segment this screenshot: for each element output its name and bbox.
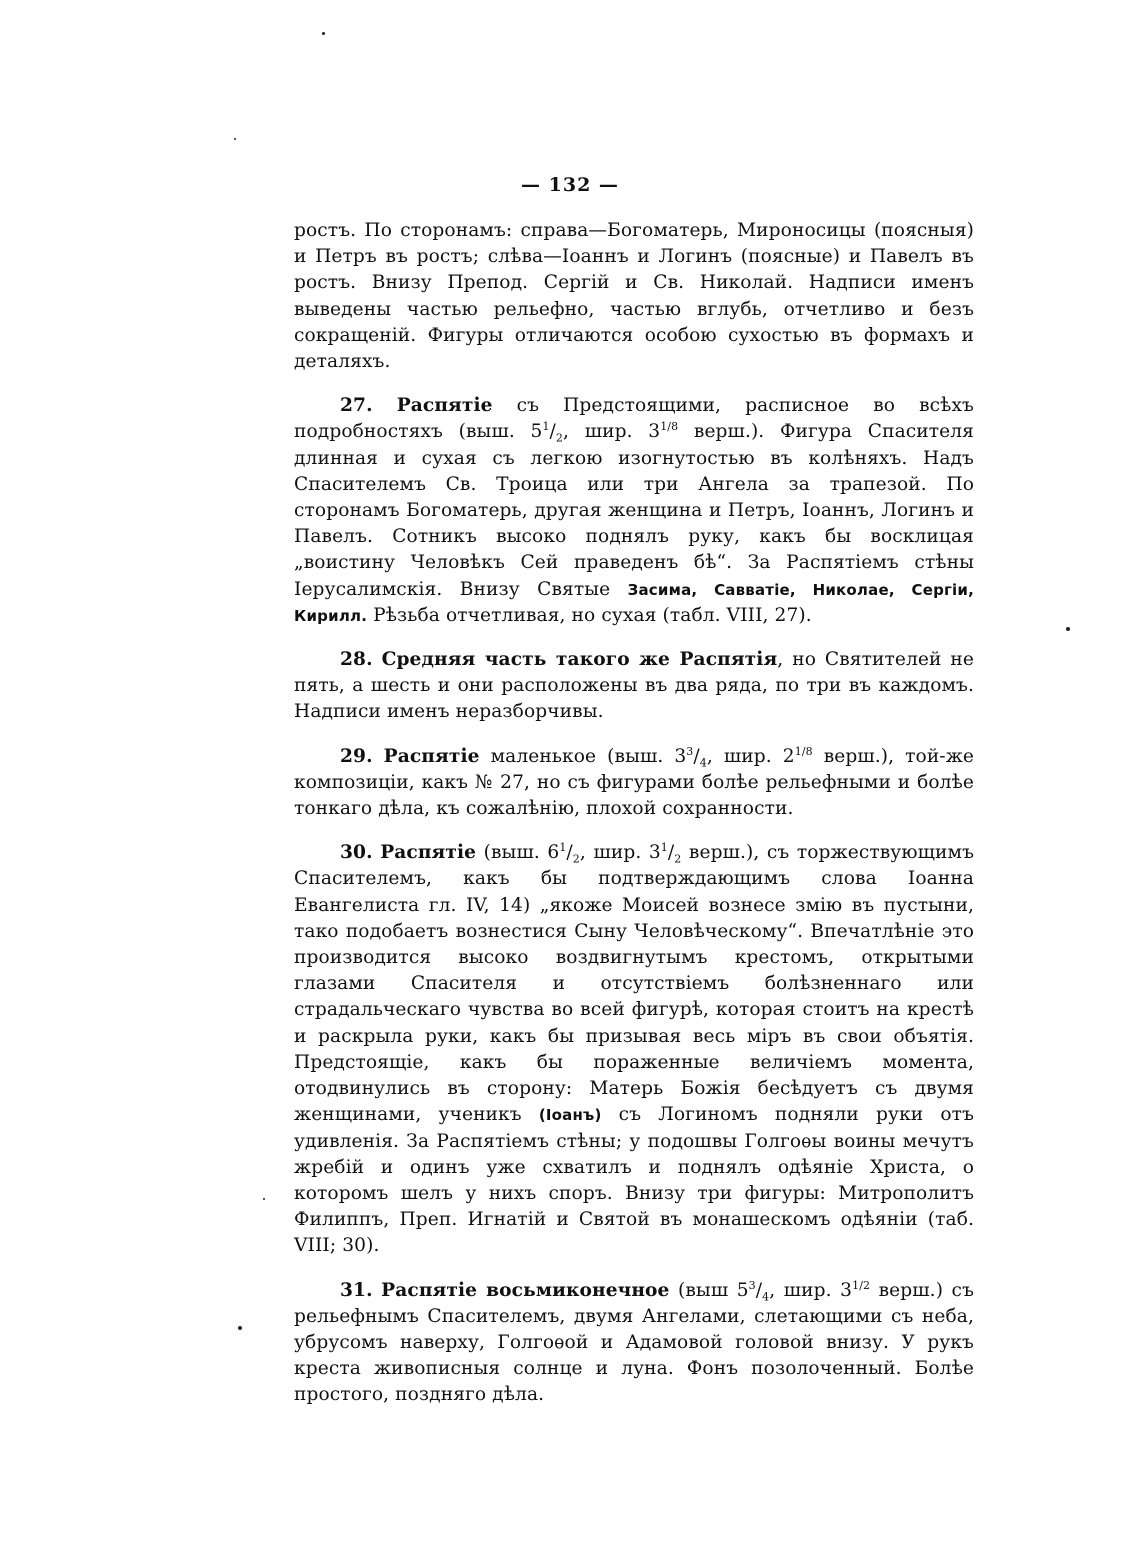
catalog-entry-28 [294,647,974,726]
scan-speck [234,138,236,140]
fraction-denominator: 4 [699,756,707,770]
entry-text: съ Предстоящими, расписное во всѣхъ подробностяхъ (выш. 5 [294,395,974,443]
entry-number: 31. [340,1279,373,1301]
fraction: 1/8 [794,744,813,758]
catalog-entry-31: 31. Распятіе восьмиконечное (выш $5^3/_4$, шир. $3^{1/2}$ верш.) съ рельефнымъ Спасителемъ, двумя Ангелами, слетающими съ неба, убрусомъ наверху, Голгоѳой и Адамовой головой внизу. У рукъ креста живописныя солнце и луна. Фонъ позолоченный. Болѣе простого, поздняго дѣла. [294,1278,974,1406]
entry-number: 30. [340,842,373,864]
fraction-numerator: 1 [542,420,550,434]
fraction: 1/2 [852,1278,871,1292]
entry-text: Рѣзьба отчетливая, но сухая (табл. VIII, 27). [367,604,812,626]
fraction-denominator: 4 [762,1290,770,1304]
entry-text: (выш 5 [669,1279,749,1301]
entry-title: Средняя часть такого же Распятія [381,649,778,671]
fraction-numerator: 3 [748,1278,756,1292]
entry-number: 27. [340,395,373,417]
entry-number: 28. [340,649,373,671]
fraction-numerator: 1 [559,841,567,855]
entry-title: Распятіе [383,745,480,767]
entry-text: верш.) съ рельефнымъ Спасителемъ, двумя Ангелами, слетающими съ неба, убрусомъ наверху, Голгоѳой и Адамовой головой внизу. У рукъ креста живописныя солнце и луна. Фонъ позолоченный. Болѣе простого, поздняго дѣла. [294,1279,974,1406]
entry-text: , шир. 3 [563,421,661,443]
entry-text: верш.), той-же композиціи, какъ № 27, но съ фигурами болѣе рельефными и болѣе тонкаго дѣла, къ сожалѣнію, плохой сохранности. [294,745,974,820]
fraction-denominator: 2 [572,852,580,866]
entry-title: Распятіе восьмиконечное [381,1279,670,1301]
catalog-entry-29: 29. Распятіе маленькое (выш. $3^3/_4$, шир. $2^{1/8}$ верш.), той-же композиціи, какъ № 27, но съ фигурами болѣе рельефными и болѣе тонкаго дѣла, къ сожалѣнію, плохой сохранности. [294,744,974,820]
fraction-denominator: 2 [674,852,682,866]
slavonic-inscription: Засима, Савватіе, Николае, Сергіи, Кирилл. [294,580,974,625]
entry-text: , шир. 3 [769,1279,853,1301]
fraction-numerator: 1 [660,841,668,855]
catalog-entry-27: 27. Распятіе съ Предстоящими, расписное во всѣхъ подробностяхъ (выш. $5^1/_2$, шир. $3^{1/8}$ верш.). Фигура Спасителя длинная и сухая съ легкою изогнутостью въ колѣняхъ. Надъ Спасителемъ Св. Троица или три Ангела за трапезой. По сторонамъ Богоматерь, другая женщина и Петръ, Іоаннъ, Логинъ и Павелъ. Сотникъ высоко поднялъ руку, какъ бы восклицая „воистину Человѣкъ Сей праведенъ бѣ“. За Распятіемъ стѣны Іерусалимскія. Внизу Святые Засима, Савватіе, Николае, Сергіи, Кирилл. Рѣзьба отчетливая, но сухая (табл. VIII, 27). [294,395,974,626]
entry-text: , но Святителей не пять, а шесть и они расположены въ два ряда, по три въ каждомъ. Надписи именъ неразборчивы. [294,649,974,723]
entry-text: верш.). Фигура Спасителя длинная и сухая съ легкою изогнутостью въ колѣняхъ. Надъ Спасителемъ Св. Троица или три Ангела за трапезой. По сторонамъ Богоматерь, другая женщина и Петръ, Іоаннъ, Логинъ и Павелъ. Сотникъ высоко поднялъ руку, какъ бы восклицая „воистину Человѣкъ Сей праведенъ бѣ“. За Распятіемъ стѣны Іерусалимскія. Внизу Святые [294,421,974,600]
entry-text: (выш. 6 [476,842,560,864]
slavonic-inscription: (Іоанъ) [538,1106,602,1125]
fraction-numerator: 3 [686,744,694,758]
fraction-denominator: 2 [555,432,564,446]
entry-title: Распятіе [396,395,493,417]
entry-number: 29. [340,745,373,767]
entry-text: съ Логиномъ подняли руки отъ удивленія. За Распятіемъ стѣны; у подошвы Голгоѳы воины мечутъ жребій и одинъ уже схватилъ и поднялъ одѣяніе Христа, о которомъ шелъ у нихъ споръ. Внизу три фигуры: Митрополитъ Филиппъ, Преп. Игнатій и Святой въ монашескомъ одѣяніи (таб. VIII; 30). [294,1104,974,1257]
scan-speck [238,1326,242,1330]
catalog-entry-30: 30. Распятіе (выш. $6^1/_2$, шир. $3^1/_2$ верш.), съ торжествующимъ Спасителемъ, какъ бы подтверждающимъ слова Іоанна Евангелиста гл. IV, 14) „якоже Моисей вознесе змію въ пустыни, тако подобаетъ вознестися Сыну Человѣческому“. Впечатлѣніе это производится высоко воздвигнутымъ крестомъ, открытыми глазами Спасителя и отсутствіемъ болѣзненнаго или страдальческаго чувства во всей фигурѣ, которая стоитъ на крестѣ и раскрыла руки, какъ бы призывая весь міръ въ свои объятія. Предстоящіе, какъ бы пораженные величіемъ момента, отодвинулись въ сторону: Матерь Божія бесѣдуетъ съ двумя женщинами, ученикъ (Іоанъ) съ Логиномъ подняли руки отъ удивленія. За Распятіемъ стѣны; у подошвы Голгоѳы воины мечутъ жребій и одинъ уже схватилъ и поднялъ одѣяніе Христа, о которомъ шелъ у нихъ споръ. Внизу три фигуры: Митрополитъ Филиппъ, Преп. Игнатій и Святой въ монашескомъ одѣяніи (таб. VIII; 30). [294,841,975,1257]
intro-paragraph: ростъ. По сторонамъ: справа—Богоматерь, Мироносицы (поясныя) и Петръ въ ростъ; слѣва—Іоаннъ и Логинъ (поясные) и Павелъ въ ростъ. Внизу Препод. Сергій и Св. Николай. Надписи именъ выведены частью рельефно, частью вглубь, отчетливо и безъ сокращеній. Фигуры отличаются особою сухостью въ формахъ и деталяхъ. [294,220,974,373]
fraction: 1/8 [660,420,679,434]
entry-text: , шир. 2 [706,745,795,767]
entry-text: маленькое (выш. 3 [479,745,687,767]
entry-text: верш.), съ торжествующимъ Спасителемъ, какъ бы подтверждающимъ слова Іоанна Евангелиста гл. IV, 14) „якоже Моисей вознесе змію въ пустыни, тако подобаетъ вознестися Сыну Человѣческому“. Впечатлѣніе это производится высоко воздвигнутымъ крестомъ, открытыми глазами Спасителя и отсутствіемъ болѣзненнаго или страдальческаго чувства во всей фигурѣ, которая стоитъ на крестѣ и раскрыла руки, какъ бы призывая весь міръ въ свои объятія. Предстоящіе, какъ бы пораженные величіемъ момента, отодвинулись въ сторону: Матерь Божія бесѣдуетъ съ двумя женщинами, ученикъ [294,842,975,1126]
entry-title: Распятіе [380,842,477,864]
scan-speck [322,32,325,35]
page-number: — 132 — [521,174,619,196]
body-text [294,218,974,1427]
scan-speck [263,1198,265,1200]
entry-text: , шир. 3 [579,842,661,864]
scan-speck [1066,627,1070,631]
